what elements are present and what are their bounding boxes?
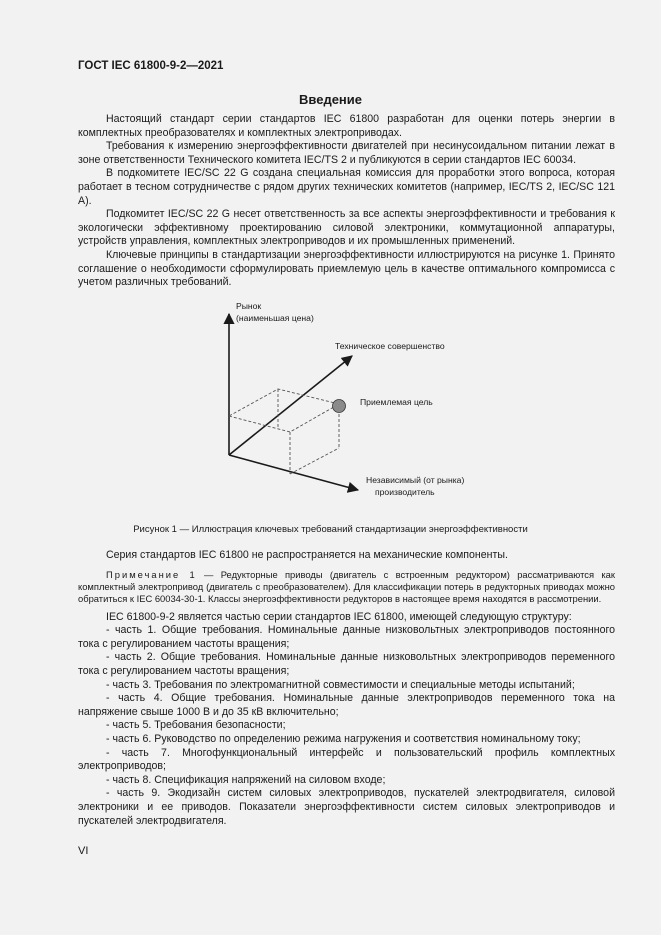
market-axis-sublabel: (наименьшая цена) [236,313,314,323]
producer-axis [229,455,358,490]
part-item: - часть 5. Требования безопасности; [106,719,286,732]
note-paragraph [78,569,615,605]
intro-text [78,113,615,290]
part-item: - часть 2. Общие требования. Номинальные данные низковольтных электроприводов переменного тока с регулированием частоты вращения; [78,651,615,677]
intro-paragraph-2: Требования к измерению энергоэффективности двигателей при несинусоидальном питании лежат в зоне ответственности Технического комитета IEC/TS 2 и публикуются в серии стандартов IEC 60034. [78,140,615,166]
part-item: - часть 6. Руководство по определению режима нагружения и соответствия номинальному току; [106,732,581,745]
tech-axis-label: Техническое совершенство [335,341,445,351]
part-item: - часть 8. Спецификация напряжений на силовом входе; [106,773,386,786]
intro-paragraph-1: Настоящий стандарт серии стандартов IEC 61800 разработан для оценки потерь энергии в комплектных преобразователях и комплектных электроприводах. [78,113,615,139]
intro-paragraph-3: В подкомитете IEC/SC 22 G создана специальная комиссия для проработки этого вопроса, которая работает в тесном сотрудничестве с рядом других технических комитетов (например, IEC/TS 2, IEC/SC 121 A). [78,167,615,207]
target-box [229,389,339,474]
intro-paragraph-5: Ключевые принципы в стандартизации энергоэффективности иллюстрируются на рисунке 1. Принято соглашение о необходимости сформулировать приемлемую цель в качестве оптимального компромисса с учетом различных требований. [78,248,615,289]
producer-axis-sublabel: производитель [375,487,435,497]
part-item: - часть 7. Многофункциональный интерфейс и пользовательский профиль комплектных электроприводов; [78,746,615,773]
producer-axis-label: Независимый (от рынка) [366,475,465,485]
part-item: - часть 3. Требования по электромагнитной совместимости и специальные методы испытаний; [106,678,575,691]
page-number: VI [78,845,89,857]
acceptable-target-point [333,400,346,413]
part-item: - часть 1. Общие требования. Номинальные данные низковольтных электроприводов постоянного тока с регулированием частоты вращения; [78,624,615,650]
standard-header: ГОСТ IEC 61800-9-2—2021 [78,60,224,72]
part-item: - часть 9. Экодизайн систем силовых электроприводов, пускателей электродвигателя, силовой электроники и ее приводов. Показатели энергоэффективности систем силовых электроприводов и пускателей электродвигателя. [78,787,615,827]
figure-1-diagram [0,296,661,516]
part-item: - часть 4. Общие требования. Номинальные данные электроприводов переменного тока на напряжение свыше 1000 В и до 35 кВ включительно; [78,692,615,718]
structure-text [78,549,615,828]
section-title: Введение [299,92,362,107]
target-label: Приемлемая цель [360,397,433,407]
market-axis-label: Рынок [236,301,262,311]
note-text: — Редукторные приводы (двигатель с встроенным редуктором) рассматриваются как комплектный электропривод (двигатель с преобразователем). Для классификации потерь в редукторных приводах можно обратиться к IEC 60034-30-1. Классы энергоэффективности редукторов в настоящее время находятся в рассмотрении. [78,568,615,604]
intro-paragraph-4: Подкомитет IEC/SC 22 G несет ответственность за все аспекты энергоэффективности и требования к экологически эффективному проектированию силовой электроники, коммутационной аппаратуры, устройств управления, комплектных электроприводов и их промышленных применений. [78,208,615,248]
structure-intro: IEC 61800-9-2 является частью серии стандартов IEC 61800, имеющей следующую структуру: [106,610,572,623]
scope-paragraph: Серия стандартов IEC 61800 не распространяется на механические компоненты. [106,549,508,561]
figure-caption: Рисунок 1 — Иллюстрация ключевых требований стандартизации энергоэффективности [133,524,528,535]
note-label: Примечание 1 [106,568,197,580]
